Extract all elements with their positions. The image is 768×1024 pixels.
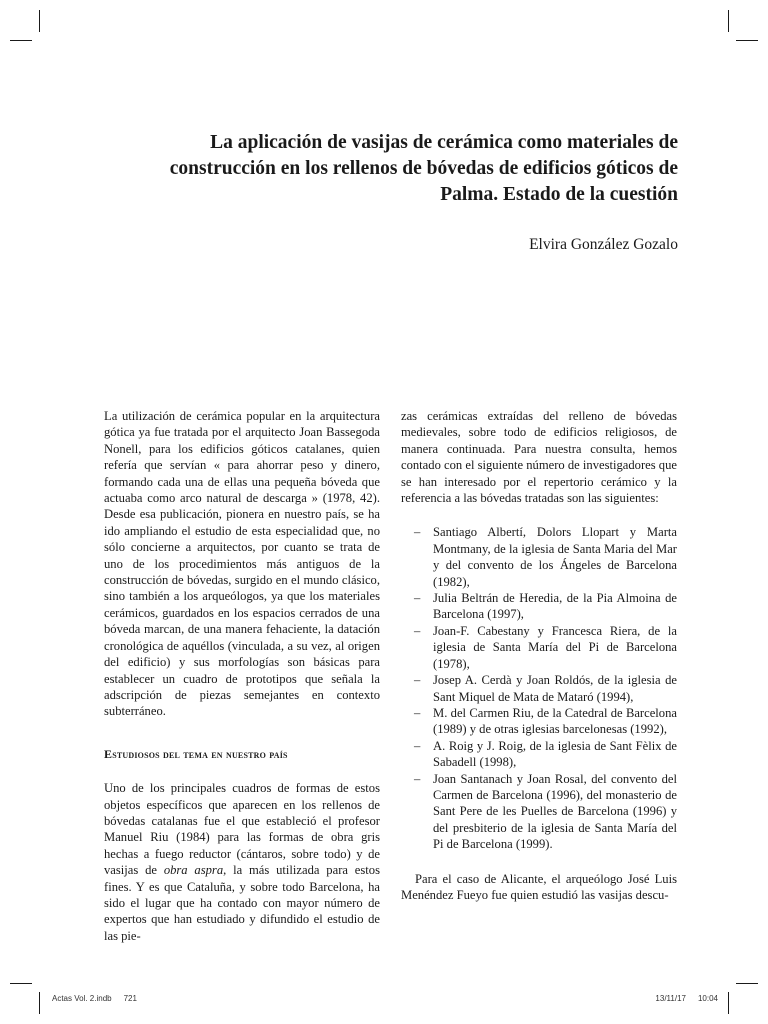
body-paragraph: zas cerámicas extraídas del relleno de bóvedas medievales, sobre todo de edificios religiosos, de manera continuada. Para nuestra consulta, hemos contado con el siguiente número de investigadores que se han interesado por el repertorio cerámico y la referencia a las bóvedas tratadas son las siguientes: [401, 409, 677, 506]
footer-file-info [52, 994, 137, 1003]
researchers-list [401, 524, 677, 852]
crop-mark-bottom-right-horizontal [736, 983, 758, 984]
body-text: , la más utilizada para estos fines. Y es que Cataluña, y sobre todo Barcelona, ha sido el lugar que ha contado con mayor número de expertos que han estudiado y difundido el estudio de las pie- [104, 863, 380, 943]
dash-bullet: – [414, 673, 421, 688]
list-item-text: M. del Carmen Riu, de la Catedral de Barcelona (1989) y de otras iglesias barcelonesas (1992), [433, 705, 677, 737]
section-heading: Estudiosos del tema en nuestro país [104, 746, 288, 761]
right-column [401, 408, 677, 903]
list-item [401, 672, 677, 705]
list-item-text: Josep A. Cerdà y Joan Roldós, de la iglesia de Sant Miquel de Mata de Mataró (1994), [433, 673, 677, 704]
title-line: Palma. Estado de la cuestión [440, 184, 678, 205]
dash-bullet: – [414, 705, 421, 720]
list-item-text: Joan-F. Cabestany y Francesca Riera, de la iglesia de Santa María del Pi de Barcelona (1978), [433, 623, 677, 671]
footer-timestamp [655, 994, 718, 1003]
footer-page-number: 721 [123, 994, 137, 1003]
crop-mark-top-right-horizontal [736, 40, 758, 41]
italic-term: obra aspra [163, 863, 224, 878]
crop-mark-bottom-right-vertical [728, 992, 729, 1014]
list-item-text: Joan Santanach y Joan Rosal, del convento del Carmen de Barcelona (1996), del monasterio de Sant Pere de les Puelles de Barcelona (1996) y del presbiterio de la iglesia de Santa María del Pi de Barcelona (1999). [433, 771, 677, 852]
list-item [401, 705, 677, 738]
list-item-text: A. Roig y J. Roig, de la iglesia de Sant Fèlix de Sabadell (1998), [433, 738, 677, 770]
list-item [401, 738, 677, 771]
dash-bullet: – [414, 771, 421, 786]
article-title [104, 130, 678, 208]
intro-paragraph: La utilización de cerámica popular en la arquitectura gótica ya fue tratada por el arquitecto Joan Bassegoda Nonell, para los edificios góticos catalanes, quien refería que servían « para ahorrar peso y dinero, formando cada una de ellas una pequeña bóveda que actuaba como arco natural de descarga » (1978, 42). Desde esa publicación, pionera en nuestro país, se ha ido ampliando el estudio de esta especialidad que, no sólo concierne a arquitectos, por cuanto se trata de uno de los procedimientos más antiguos de la construcción de bóvedas, surgido en el mundo clásico, sino también a los arqueólogos, ya que los materiales cerámicos, guardados en los espacios cerrados de una bóveda marcan, de una manera fehaciente, la datación cronológica de aquéllos (vinculada, a su vez, al origen del edificio) y sus morfologías son básicas para establecer un cuadro de prototipos que señala la adscripción de piezas semejantes en contexto subterráneo. [104, 409, 380, 719]
list-item [401, 623, 677, 672]
dash-bullet: – [414, 591, 421, 606]
body-paragraph: Para el caso de Alicante, el arqueólogo José Luis Menéndez Fueyo fue quien estudió las vasijas descu- [401, 871, 677, 902]
crop-mark-top-right-vertical [728, 10, 729, 32]
crop-mark-top-left-vertical [39, 10, 40, 32]
list-item-text: Julia Beltrán de Heredia, de la Pia Almoina de Barcelona (1997), [433, 591, 677, 622]
footer-time: 10:04 [697, 994, 718, 1003]
crop-mark-top-left-horizontal [10, 40, 32, 41]
crop-mark-bottom-left-vertical [39, 992, 40, 1014]
dash-bullet: – [414, 623, 421, 638]
list-item [401, 771, 677, 853]
title-line: La aplicación de vasijas de cerámica como materiales de [210, 132, 678, 153]
crop-mark-bottom-left-horizontal [10, 983, 32, 984]
dash-bullet: – [414, 738, 421, 753]
author-name: Elvira González Gozalo [529, 236, 678, 253]
dash-bullet: – [414, 525, 421, 540]
body-text: Uno de los principales cuadros de formas de estos objetos específicos que aparecen en los rellenos de bóvedas catalanas fue el que estableció el profesor Manuel Riu (1984) para las formas de obra gris hechas a fuego reductor (cántaros, sobre todo) y de vasijas de [104, 781, 380, 878]
footer-date: 13/11/17 [655, 994, 686, 1003]
footer-file-name: Actas Vol. 2.indb [52, 994, 112, 1003]
left-column [104, 408, 380, 944]
title-line: construcción en los rellenos de bóvedas de edificios góticos de [169, 158, 678, 179]
list-item [401, 524, 677, 590]
list-item-text: Santiago Albertí, Dolors Llopart y Marta Montmany, de la iglesia de Santa Maria del Mar y del convento de los Ángeles de Barcelona (1982), [433, 525, 677, 589]
list-item [401, 590, 677, 623]
body-paragraph [104, 780, 380, 944]
